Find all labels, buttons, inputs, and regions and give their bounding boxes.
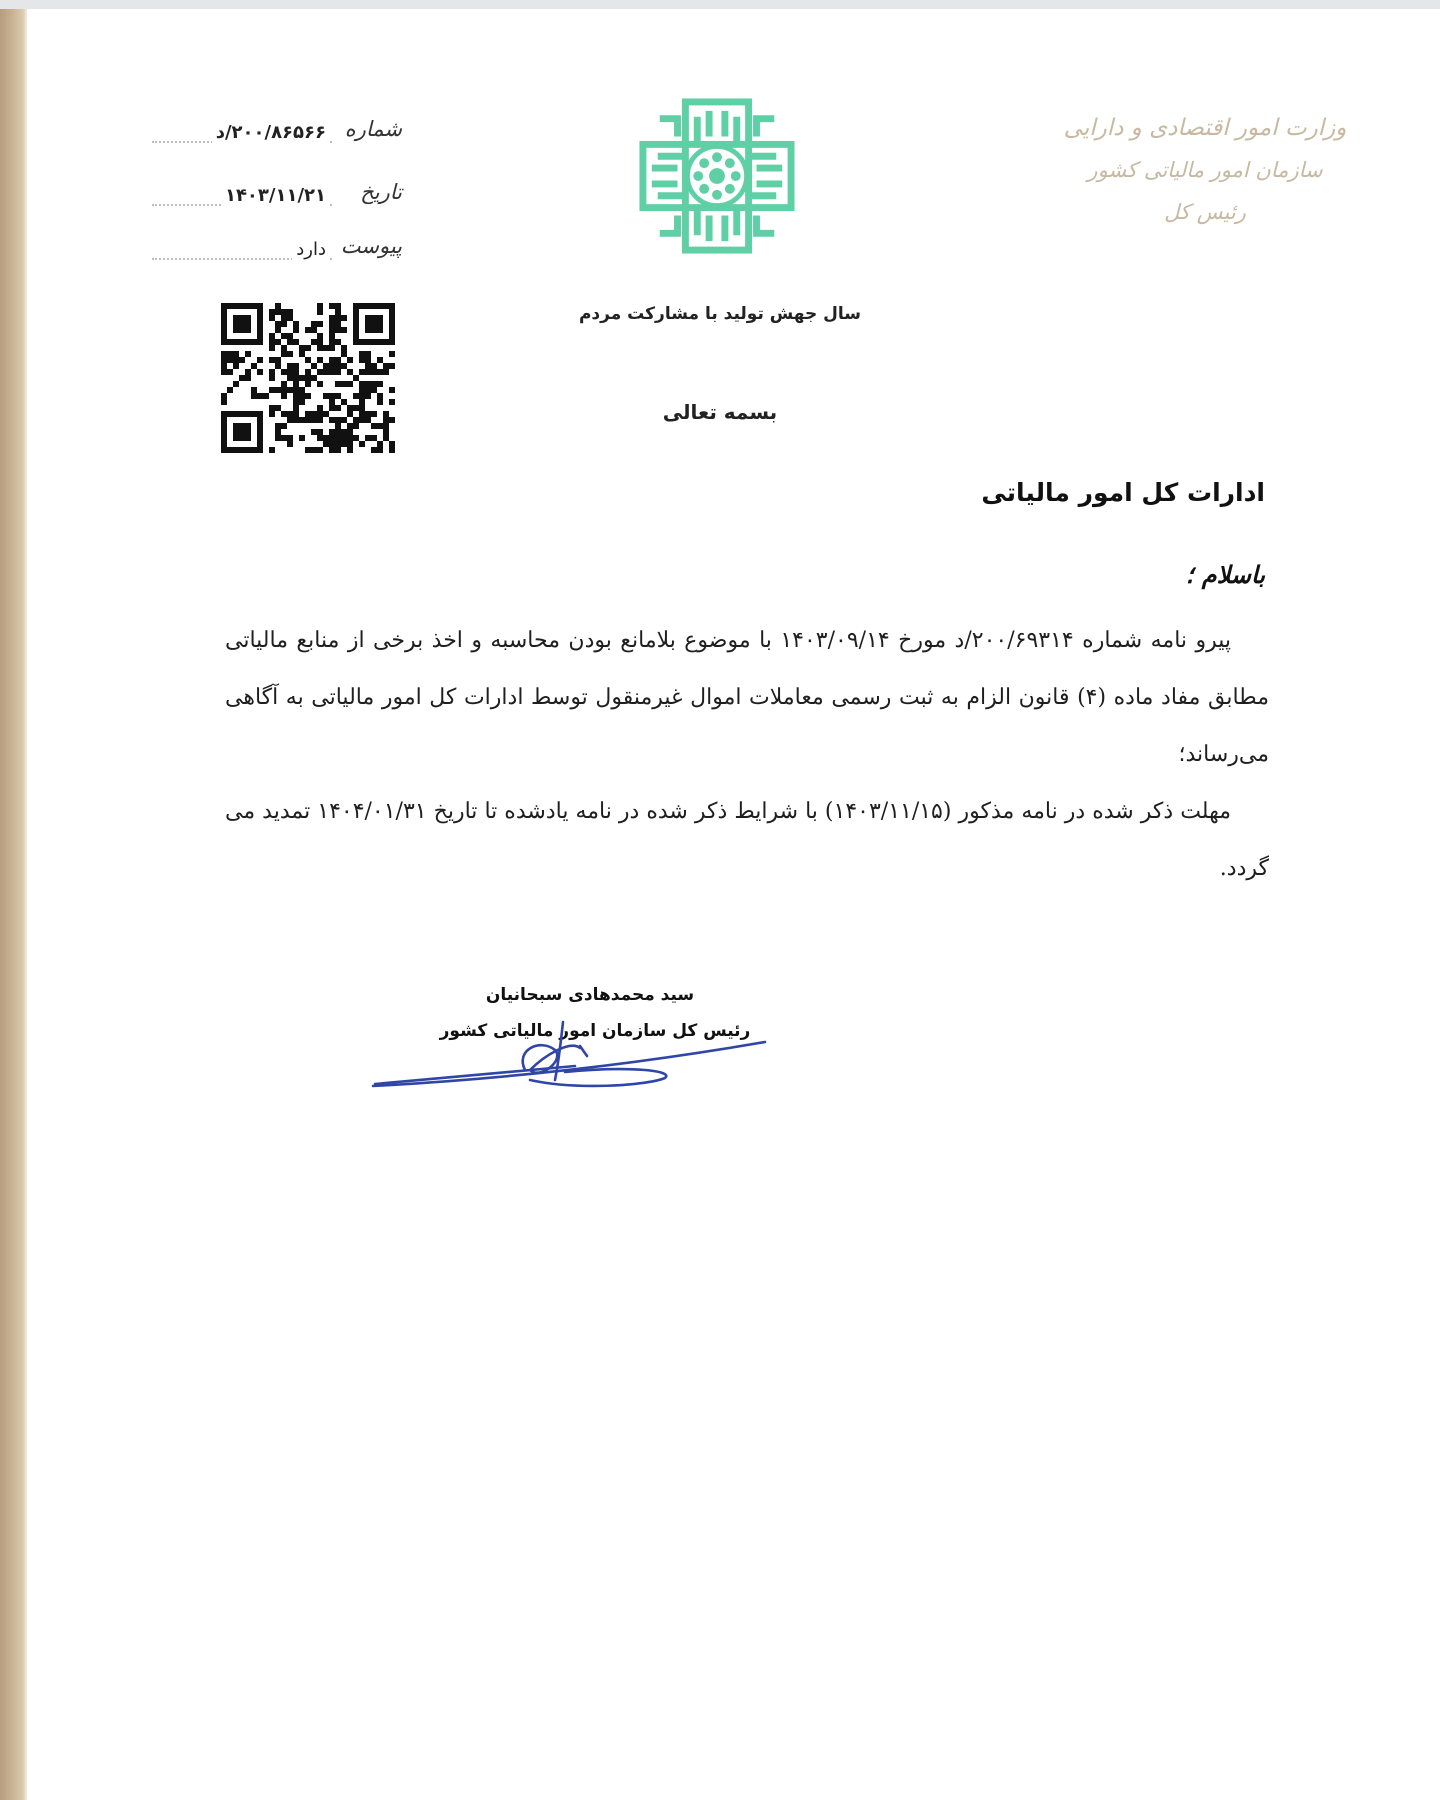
qr-module xyxy=(359,441,365,447)
qr-module xyxy=(245,375,251,381)
qr-module xyxy=(335,447,341,453)
qr-module xyxy=(353,375,359,381)
qr-module xyxy=(245,351,251,357)
qr-module xyxy=(377,381,383,387)
qr-module xyxy=(305,357,311,363)
qr-module xyxy=(275,327,281,333)
qr-module xyxy=(377,441,383,447)
qr-module xyxy=(329,393,335,399)
qr-finder-pattern xyxy=(233,423,251,441)
qr-module xyxy=(323,411,329,417)
qr-module xyxy=(371,387,377,393)
qr-module xyxy=(389,447,395,453)
qr-module xyxy=(329,429,335,435)
qr-module xyxy=(359,357,365,363)
top-strip xyxy=(0,0,1440,9)
qr-module xyxy=(275,363,281,369)
qr-module xyxy=(275,429,281,435)
qr-module xyxy=(305,417,311,423)
qr-module xyxy=(305,411,311,417)
tax-organization-emblem xyxy=(638,97,796,255)
qr-module xyxy=(341,399,347,405)
qr-module xyxy=(287,369,293,375)
attachment-label: پیوست xyxy=(340,234,402,258)
qr-module xyxy=(341,351,347,357)
qr-module xyxy=(227,369,233,375)
qr-module xyxy=(305,369,311,375)
qr-module xyxy=(293,369,299,375)
qr-module xyxy=(287,333,293,339)
qr-module xyxy=(341,429,347,435)
qr-module xyxy=(221,369,227,375)
qr-module xyxy=(359,417,365,423)
qr-module xyxy=(275,405,281,411)
qr-module xyxy=(281,321,287,327)
qr-module xyxy=(317,435,323,441)
qr-module xyxy=(269,411,275,417)
qr-module xyxy=(311,327,317,333)
ministry-name: وزارت امور اقتصادی و دارایی xyxy=(1063,115,1347,141)
qr-module xyxy=(311,363,317,369)
signatory-title: رئیس کل سازمان امور مالیاتی کشور xyxy=(439,1021,751,1041)
qr-module xyxy=(335,309,341,315)
qr-module xyxy=(293,381,299,387)
qr-module xyxy=(335,405,341,411)
qr-module xyxy=(353,435,359,441)
qr-module xyxy=(359,387,365,393)
qr-module xyxy=(317,309,323,315)
qr-module xyxy=(287,339,293,345)
qr-module xyxy=(227,357,233,363)
letter-number-row xyxy=(152,117,402,147)
qr-module xyxy=(293,375,299,381)
qr-module xyxy=(329,333,335,339)
qr-module xyxy=(347,405,353,411)
qr-module xyxy=(359,399,365,405)
organization-name: سازمان امور مالیاتی کشور xyxy=(1087,158,1323,182)
qr-module xyxy=(227,387,233,393)
qr-module xyxy=(221,351,227,357)
qr-module xyxy=(275,321,281,327)
qr-module xyxy=(377,399,383,405)
qr-module xyxy=(365,387,371,393)
qr-module xyxy=(353,393,359,399)
qr-module xyxy=(305,393,311,399)
qr-module xyxy=(365,351,371,357)
qr-module xyxy=(365,435,371,441)
qr-module xyxy=(347,447,353,453)
qr-module xyxy=(287,417,293,423)
qr-module xyxy=(293,363,299,369)
qr-module xyxy=(257,393,263,399)
qr-module xyxy=(335,339,341,345)
qr-module xyxy=(281,435,287,441)
qr-module xyxy=(335,321,341,327)
qr-module xyxy=(269,405,275,411)
qr-module xyxy=(275,435,281,441)
qr-module xyxy=(281,411,287,417)
qr-module xyxy=(335,327,341,333)
qr-module xyxy=(251,393,257,399)
qr-module xyxy=(281,423,287,429)
qr-module xyxy=(269,375,275,381)
qr-module xyxy=(317,417,323,423)
qr-module xyxy=(281,309,287,315)
qr-module xyxy=(317,303,323,309)
body-paragraph: مهلت ذکر شده در نامه مذکور (۱۴۰۳/۱۱/۱۵) با شرایط ذکر شده در نامه یادشده تا تاریخ ۱۴۰۴/۰۱/۳۱ تمدید می گردد. xyxy=(225,799,1269,881)
qr-module xyxy=(377,393,383,399)
qr-module xyxy=(275,387,281,393)
qr-module xyxy=(317,411,323,417)
qr-module xyxy=(251,387,257,393)
qr-module xyxy=(299,393,305,399)
ministry-header xyxy=(1045,108,1365,232)
qr-module xyxy=(317,333,323,339)
letter-number-value: ۲۰۰/۸۶۵۶۶/د xyxy=(212,122,330,143)
qr-module xyxy=(365,369,371,375)
qr-module xyxy=(365,393,371,399)
qr-module xyxy=(323,369,329,375)
qr-module xyxy=(305,345,311,351)
qr-module xyxy=(335,363,341,369)
qr-module xyxy=(287,351,293,357)
qr-module xyxy=(365,411,371,417)
qr-module xyxy=(257,357,263,363)
qr-code xyxy=(221,303,395,453)
qr-finder-pattern xyxy=(233,315,251,333)
qr-module xyxy=(269,369,275,375)
qr-module xyxy=(269,309,275,315)
qr-module xyxy=(281,315,287,321)
qr-module xyxy=(335,435,341,441)
qr-module xyxy=(335,315,341,321)
qr-module xyxy=(293,339,299,345)
qr-module xyxy=(281,393,287,399)
qr-module xyxy=(221,393,227,399)
qr-module xyxy=(317,339,323,345)
qr-module xyxy=(293,411,299,417)
qr-module xyxy=(305,327,311,333)
attachment-row xyxy=(152,234,402,264)
qr-module xyxy=(221,357,227,363)
qr-module xyxy=(377,369,383,375)
qr-module xyxy=(269,333,275,339)
qr-module xyxy=(359,369,365,375)
qr-module xyxy=(269,339,275,345)
qr-module xyxy=(371,381,377,387)
qr-module xyxy=(293,405,299,411)
body-paragraph: پیرو نامه شماره ۲۰۰/۶۹۳۱۴/د مورخ ۱۴۰۳/۰۹/۱۴ با موضوع بلامانع بودن محاسبه و اخذ برخی از منابع مالیاتی مطابق مفاد ماده (۴) قانون الزام به ثبت رسمی معاملات اموال غیرمنقول توسط ادارات کل امور مالیاتی به آگاهی می‌رساند؛ xyxy=(225,628,1269,767)
qr-module xyxy=(269,345,275,351)
qr-module xyxy=(347,435,353,441)
qr-module xyxy=(317,381,323,387)
qr-module xyxy=(293,399,299,405)
qr-module xyxy=(347,441,353,447)
letter-date-value: ۱۴۰۳/۱۱/۲۱ xyxy=(221,185,330,206)
qr-module xyxy=(317,369,323,375)
qr-module xyxy=(371,411,377,417)
qr-module xyxy=(293,327,299,333)
qr-module xyxy=(353,417,359,423)
qr-module xyxy=(323,393,329,399)
qr-module xyxy=(377,423,383,429)
qr-module xyxy=(317,429,323,435)
qr-module xyxy=(353,405,359,411)
qr-module xyxy=(311,375,317,381)
qr-module xyxy=(365,363,371,369)
qr-module xyxy=(239,375,245,381)
qr-module xyxy=(233,357,239,363)
qr-module xyxy=(359,405,365,411)
qr-module xyxy=(293,393,299,399)
letter-body xyxy=(225,612,1269,897)
qr-module xyxy=(269,387,275,393)
handwritten-signature xyxy=(365,1020,775,1090)
qr-module xyxy=(275,303,281,309)
qr-module xyxy=(335,423,341,429)
qr-module xyxy=(263,393,269,399)
qr-module xyxy=(347,369,353,375)
qr-module xyxy=(383,369,389,375)
qr-module xyxy=(329,321,335,327)
qr-module xyxy=(311,411,317,417)
qr-module xyxy=(365,357,371,363)
qr-module xyxy=(245,369,251,375)
qr-module xyxy=(329,339,335,345)
qr-module xyxy=(371,363,377,369)
qr-module xyxy=(311,417,317,423)
bismillah-heading: بسمه تعالی xyxy=(662,400,778,424)
qr-module xyxy=(347,381,353,387)
qr-module xyxy=(329,369,335,375)
qr-module xyxy=(257,369,263,375)
qr-module xyxy=(299,435,305,441)
qr-module xyxy=(281,381,287,387)
qr-module xyxy=(317,447,323,453)
qr-module xyxy=(299,351,305,357)
qr-module xyxy=(287,435,293,441)
qr-module xyxy=(347,429,353,435)
qr-module xyxy=(389,363,395,369)
letter-date-row xyxy=(152,180,402,210)
qr-module xyxy=(311,321,317,327)
qr-module xyxy=(359,411,365,417)
qr-module xyxy=(329,435,335,441)
qr-module xyxy=(389,351,395,357)
qr-module xyxy=(317,357,323,363)
qr-module xyxy=(341,315,347,321)
qr-module xyxy=(221,399,227,405)
qr-module xyxy=(335,369,341,375)
qr-module xyxy=(287,387,293,393)
qr-module xyxy=(341,327,347,333)
qr-module xyxy=(383,435,389,441)
signatory-name: سید محمدهادی سبحانیان xyxy=(485,985,695,1005)
qr-module xyxy=(275,423,281,429)
qr-module xyxy=(389,441,395,447)
letter-paper xyxy=(27,9,1440,1800)
qr-module xyxy=(281,387,287,393)
qr-module xyxy=(311,447,317,453)
qr-module xyxy=(317,345,323,351)
qr-module xyxy=(275,309,281,315)
qr-module xyxy=(329,405,335,411)
qr-module xyxy=(335,303,341,309)
qr-module xyxy=(383,363,389,369)
qr-module xyxy=(329,441,335,447)
qr-module xyxy=(371,447,377,453)
qr-module xyxy=(383,423,389,429)
qr-module xyxy=(239,357,245,363)
qr-module xyxy=(383,411,389,417)
qr-module xyxy=(335,417,341,423)
qr-module xyxy=(341,381,347,387)
qr-module xyxy=(359,351,365,357)
qr-module xyxy=(377,447,383,453)
qr-module xyxy=(287,441,293,447)
qr-module xyxy=(311,339,317,345)
qr-module xyxy=(359,393,365,399)
qr-module xyxy=(323,441,329,447)
qr-module xyxy=(299,375,305,381)
qr-module xyxy=(329,417,335,423)
qr-module xyxy=(287,363,293,369)
qr-module xyxy=(371,435,377,441)
office-title: رئیس کل xyxy=(1164,200,1246,224)
qr-module xyxy=(275,357,281,363)
qr-module xyxy=(293,417,299,423)
qr-module xyxy=(335,441,341,447)
qr-module xyxy=(383,417,389,423)
qr-module xyxy=(305,375,311,381)
desk-edge xyxy=(0,9,27,1800)
qr-module xyxy=(275,339,281,345)
qr-module xyxy=(299,387,305,393)
qr-module xyxy=(353,423,359,429)
qr-module xyxy=(347,411,353,417)
qr-module xyxy=(299,417,305,423)
qr-module xyxy=(281,333,287,339)
qr-module xyxy=(341,435,347,441)
qr-module xyxy=(341,441,347,447)
qr-module xyxy=(317,405,323,411)
qr-module xyxy=(341,345,347,351)
qr-module xyxy=(299,345,305,351)
qr-module xyxy=(335,393,341,399)
qr-module xyxy=(317,321,323,327)
qr-module xyxy=(365,381,371,387)
qr-module xyxy=(323,345,329,351)
qr-module xyxy=(269,315,275,321)
letter-number-label: شماره xyxy=(344,117,402,141)
qr-module xyxy=(227,351,233,357)
qr-module xyxy=(233,381,239,387)
qr-module xyxy=(389,399,395,405)
qr-finder-pattern xyxy=(365,315,383,333)
qr-module xyxy=(281,369,287,375)
qr-module xyxy=(221,363,227,369)
qr-module xyxy=(389,417,395,423)
qr-module xyxy=(287,315,293,321)
qr-module xyxy=(311,429,317,435)
qr-module xyxy=(329,303,335,309)
qr-module xyxy=(341,363,347,369)
qr-module xyxy=(335,357,341,363)
qr-module xyxy=(299,399,305,405)
qr-module xyxy=(269,447,275,453)
year-slogan: سال جهش تولید با مشارکت مردم xyxy=(578,304,862,324)
qr-module xyxy=(329,345,335,351)
qr-module xyxy=(329,447,335,453)
qr-module xyxy=(371,423,377,429)
qr-module xyxy=(287,411,293,417)
qr-module xyxy=(233,363,239,369)
qr-module xyxy=(329,327,335,333)
qr-module xyxy=(359,381,365,387)
qr-module xyxy=(329,363,335,369)
qr-module xyxy=(305,447,311,453)
qr-module xyxy=(383,429,389,435)
qr-module xyxy=(341,417,347,423)
qr-module xyxy=(347,357,353,363)
qr-module xyxy=(335,429,341,435)
qr-module xyxy=(287,375,293,381)
qr-module xyxy=(335,381,341,387)
qr-module xyxy=(323,435,329,441)
qr-module xyxy=(305,381,311,387)
qr-module xyxy=(293,387,299,393)
greeting: باسلام ؛ xyxy=(1185,560,1265,589)
qr-module xyxy=(371,369,377,375)
qr-module xyxy=(329,357,335,363)
qr-module xyxy=(281,351,287,357)
qr-module xyxy=(389,387,395,393)
qr-module xyxy=(251,363,257,369)
qr-module xyxy=(377,357,383,363)
qr-module xyxy=(281,345,287,351)
letter-date-label: تاریخ xyxy=(360,180,402,204)
qr-module xyxy=(269,357,275,363)
qr-module xyxy=(329,399,335,405)
qr-module xyxy=(323,363,329,369)
qr-module xyxy=(329,315,335,321)
qr-module xyxy=(347,423,353,429)
attachment-value: دارد xyxy=(292,239,330,260)
qr-module xyxy=(287,309,293,315)
qr-module xyxy=(293,321,299,327)
qr-module xyxy=(365,417,371,423)
qr-module xyxy=(233,351,239,357)
recipient-heading: ادارات کل امور مالیاتی xyxy=(981,478,1265,507)
